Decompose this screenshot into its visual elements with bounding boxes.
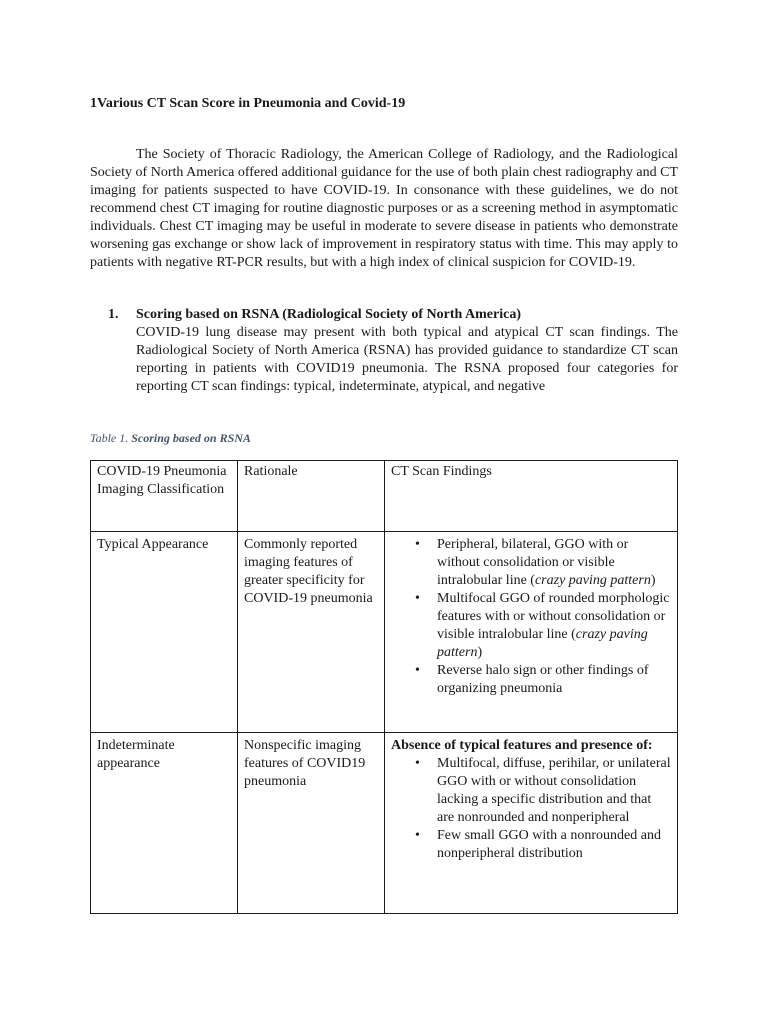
- indeterminate-findings-list: [391, 755, 671, 863]
- list-item: [415, 755, 671, 827]
- indeterminate-lead: Absence of typical features and presence of:: [391, 738, 653, 753]
- section-heading: [108, 306, 678, 324]
- bullet-icon: •: [415, 537, 420, 552]
- header-rationale: Rationale: [238, 461, 385, 532]
- indeterminate-findings: [385, 733, 678, 914]
- indeterminate-classification: Indeterminate appearance: [91, 733, 238, 914]
- section-heading-text: Scoring based on RSNA (Radiological Society of North America): [136, 307, 521, 322]
- finding-italic: crazy paving pattern: [534, 573, 651, 588]
- table-row-typical: [91, 532, 678, 733]
- section-number: 1.: [108, 307, 119, 322]
- finding-end: ): [650, 573, 656, 588]
- typical-findings-list: [391, 536, 671, 698]
- finding-text: Peripheral, bilateral, GGO with or without consolidation or visible intralobular line (: [437, 537, 629, 588]
- list-item: [415, 536, 671, 590]
- finding-text: Multifocal, diffuse, perihilar, or unilateral GGO with or without consolidation lacking a specific distribution and that are nonrounded and nonperipheral: [437, 756, 671, 825]
- finding-text: Reverse halo sign or other findings of organizing pneumonia: [437, 663, 649, 696]
- indeterminate-rationale: Nonspecific imaging features of COVID19 pneumonia: [238, 733, 385, 914]
- table-caption: [90, 431, 251, 446]
- intro-text: The Society of Thoracic Radiology, the American College of Radiology, and the Radiological Society of North America offered additional guidance for the use of both plain chest radiography and CT imaging for patients suspected to have COVID-19. In consonance with these guidelines, we do not recommend chest CT imaging for routine diagnostic purposes or as a screening method in asymptomatic individuals. Chest CT imaging may be useful in moderate to severe disease in patients who demonstrate worsening gas exchange or show lack of improvement in respiratory status with time. This may apply to patients with negative RT-PCR results, but with a high index of clinical suspicion for COVID-19.: [90, 147, 678, 270]
- header-findings: CT Scan Findings: [385, 461, 678, 532]
- rsna-table: [90, 460, 678, 914]
- finding-italic: crazy paving pattern: [437, 627, 648, 660]
- finding-end: ): [477, 645, 483, 660]
- list-item: [415, 590, 671, 662]
- typical-classification: Typical Appearance: [91, 532, 238, 733]
- intro-paragraph: [90, 146, 678, 272]
- document-title: 1Various CT Scan Score in Pneumonia and Covid-19: [90, 96, 406, 111]
- typical-findings: [385, 532, 678, 733]
- caption-title: Scoring based on RSNA: [131, 431, 251, 445]
- bullet-icon: •: [415, 756, 420, 771]
- table-header-row: [91, 461, 678, 532]
- list-item: [415, 662, 671, 698]
- rsna-section: [108, 306, 678, 396]
- caption-prefix: Table 1.: [90, 431, 129, 445]
- list-item: [415, 827, 671, 863]
- typical-rationale: Commonly reported imaging features of greater specificity for COVID-19 pneumonia: [238, 532, 385, 733]
- finding-text: Multifocal GGO of rounded morphologic features with or without consolidation or visible intralobular line (: [437, 591, 670, 642]
- bullet-icon: •: [415, 828, 420, 843]
- section-body: COVID-19 lung disease may present with both typical and atypical CT scan findings. The Radiological Society of North America (RSNA) has provided guidance to standardize CT scan reporting in patients with COVID19 pneumonia. The RSNA proposed four categories for reporting CT scan findings: typical, indeterminate, atypical, and negative: [136, 325, 678, 394]
- bullet-icon: •: [415, 591, 420, 606]
- finding-text: Few small GGO with a nonrounded and nonperipheral distribution: [437, 828, 661, 861]
- table-row-indeterminate: [91, 733, 678, 914]
- header-classification: COVID-19 Pneumonia Imaging Classification: [91, 461, 238, 532]
- bullet-icon: •: [415, 663, 420, 678]
